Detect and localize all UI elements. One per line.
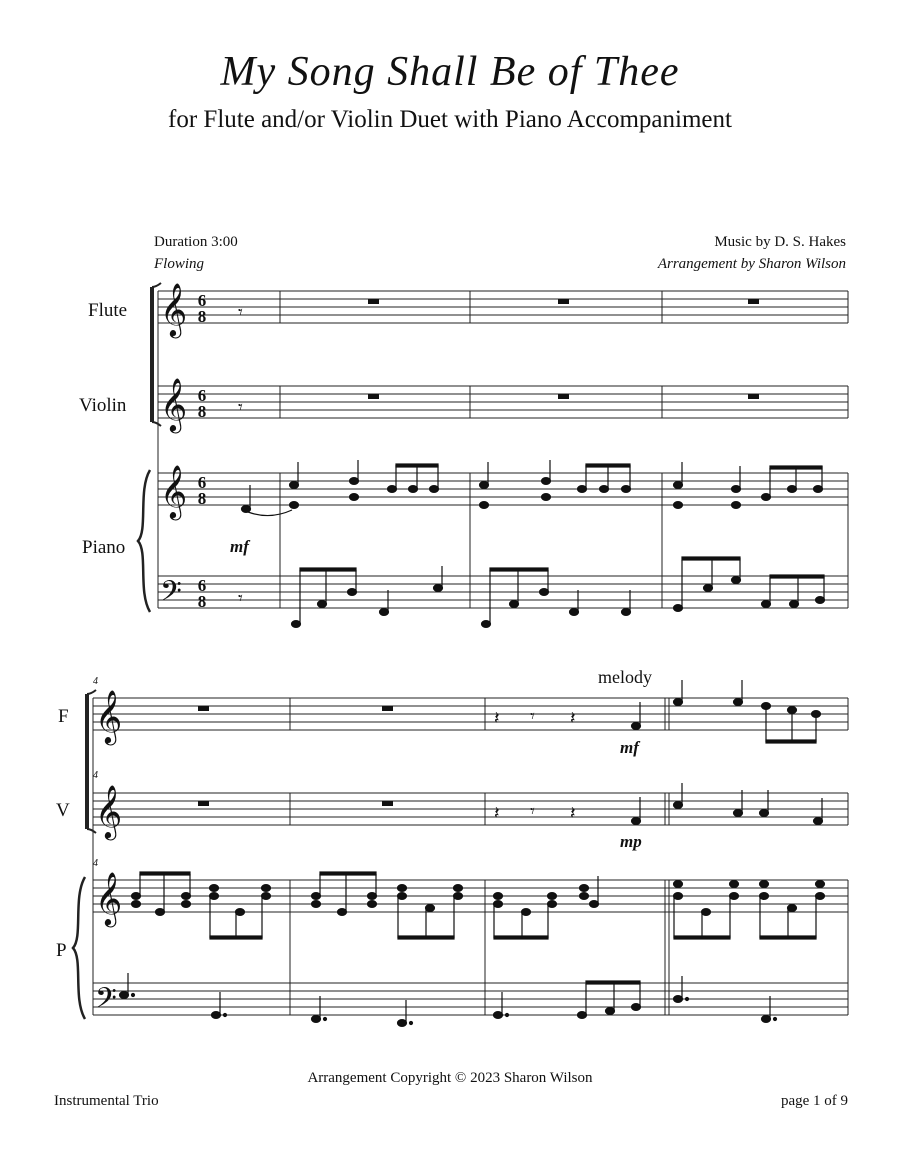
time-sig-top: 6 xyxy=(197,576,207,595)
instrument-label-p: P xyxy=(56,940,67,961)
staff-piano-bass-2 xyxy=(93,983,848,1015)
whole-rest xyxy=(748,299,759,304)
whole-rest xyxy=(748,394,759,399)
eighth-rest: 𝄾 xyxy=(238,302,243,323)
whole-rest xyxy=(198,801,209,806)
staff-flute-1 xyxy=(158,291,848,323)
treble-clef-icon: 𝄞 xyxy=(160,464,188,518)
whole-rest xyxy=(198,706,209,711)
instrument-label-v: V xyxy=(56,800,70,821)
time-sig-bottom: 8 xyxy=(197,592,207,611)
instrument-label-violin: Violin xyxy=(79,395,127,416)
time-sig-top: 6 xyxy=(197,386,207,405)
notes-system-1 xyxy=(242,460,825,627)
treble-clef-icon: 𝄞 xyxy=(160,282,188,336)
instrument-label-flute: Flute xyxy=(88,300,128,321)
whole-rest xyxy=(368,299,379,304)
time-sig-bottom: 8 xyxy=(197,402,207,421)
arranger: Arrangement by Sharon Wilson xyxy=(657,256,846,272)
measure-number: 4 xyxy=(93,770,98,781)
whole-rest xyxy=(382,801,393,806)
treble-clef-icon: 𝄞 xyxy=(95,871,123,925)
page-number: page 1 of 9 xyxy=(780,1093,848,1109)
staff-piano-treble-1 xyxy=(158,473,848,505)
treble-clef-icon: 𝄞 xyxy=(95,689,123,743)
dynamic-mf: mf xyxy=(230,537,249,556)
time-sig-top: 6 xyxy=(197,473,207,492)
composer: Music by D. S. Hakes xyxy=(714,234,846,250)
quarter-rest: 𝄽 xyxy=(494,708,500,729)
treble-clef-icon: 𝄞 xyxy=(95,784,123,838)
tempo-marking: Flowing xyxy=(154,256,205,272)
quarter-rest: 𝄽 xyxy=(570,708,576,729)
whole-rest xyxy=(558,299,569,304)
notes-system-2 xyxy=(120,680,825,1026)
time-sig-top: 6 xyxy=(197,291,207,310)
eighth-rest: 𝄾 xyxy=(530,706,535,727)
measure-number: 4 xyxy=(93,676,98,687)
bass-clef-icon: 𝄢 xyxy=(95,982,117,1022)
copyright-notice: Arrangement Copyright © 2023 Sharon Wilson xyxy=(307,1070,593,1086)
score-subtitle: for Flute and/or Violin Duet with Piano Accompaniment xyxy=(168,106,732,133)
time-sig-bottom: 8 xyxy=(197,307,207,326)
instrument-label-piano: Piano xyxy=(82,537,126,558)
quarter-rest: 𝄽 xyxy=(494,803,500,824)
bass-clef-icon: 𝄢 xyxy=(160,575,182,615)
eighth-rest: 𝄾 xyxy=(238,588,243,609)
staff-violin-1 xyxy=(158,386,848,418)
staff-piano-bass-1 xyxy=(158,576,848,608)
dynamic-mp-violin: mp xyxy=(620,832,642,851)
quarter-rest: 𝄽 xyxy=(570,803,576,824)
eighth-rest: 𝄾 xyxy=(530,801,535,822)
whole-rest xyxy=(558,394,569,399)
footer-left: Instrumental Trio xyxy=(54,1093,159,1109)
melody-annotation: melody xyxy=(598,667,652,687)
time-sig-bottom: 8 xyxy=(197,489,207,508)
measure-number: 4 xyxy=(93,858,98,869)
score-title: My Song Shall Be of Thee xyxy=(220,49,680,95)
staff-violin-2 xyxy=(93,793,848,825)
whole-rest xyxy=(368,394,379,399)
eighth-rest: 𝄾 xyxy=(238,397,243,418)
duration: Duration 3:00 xyxy=(154,234,238,250)
instrument-label-f: F xyxy=(58,706,69,727)
dynamic-mf-flute: mf xyxy=(620,738,639,757)
treble-clef-icon: 𝄞 xyxy=(160,377,188,431)
whole-rest xyxy=(382,706,393,711)
